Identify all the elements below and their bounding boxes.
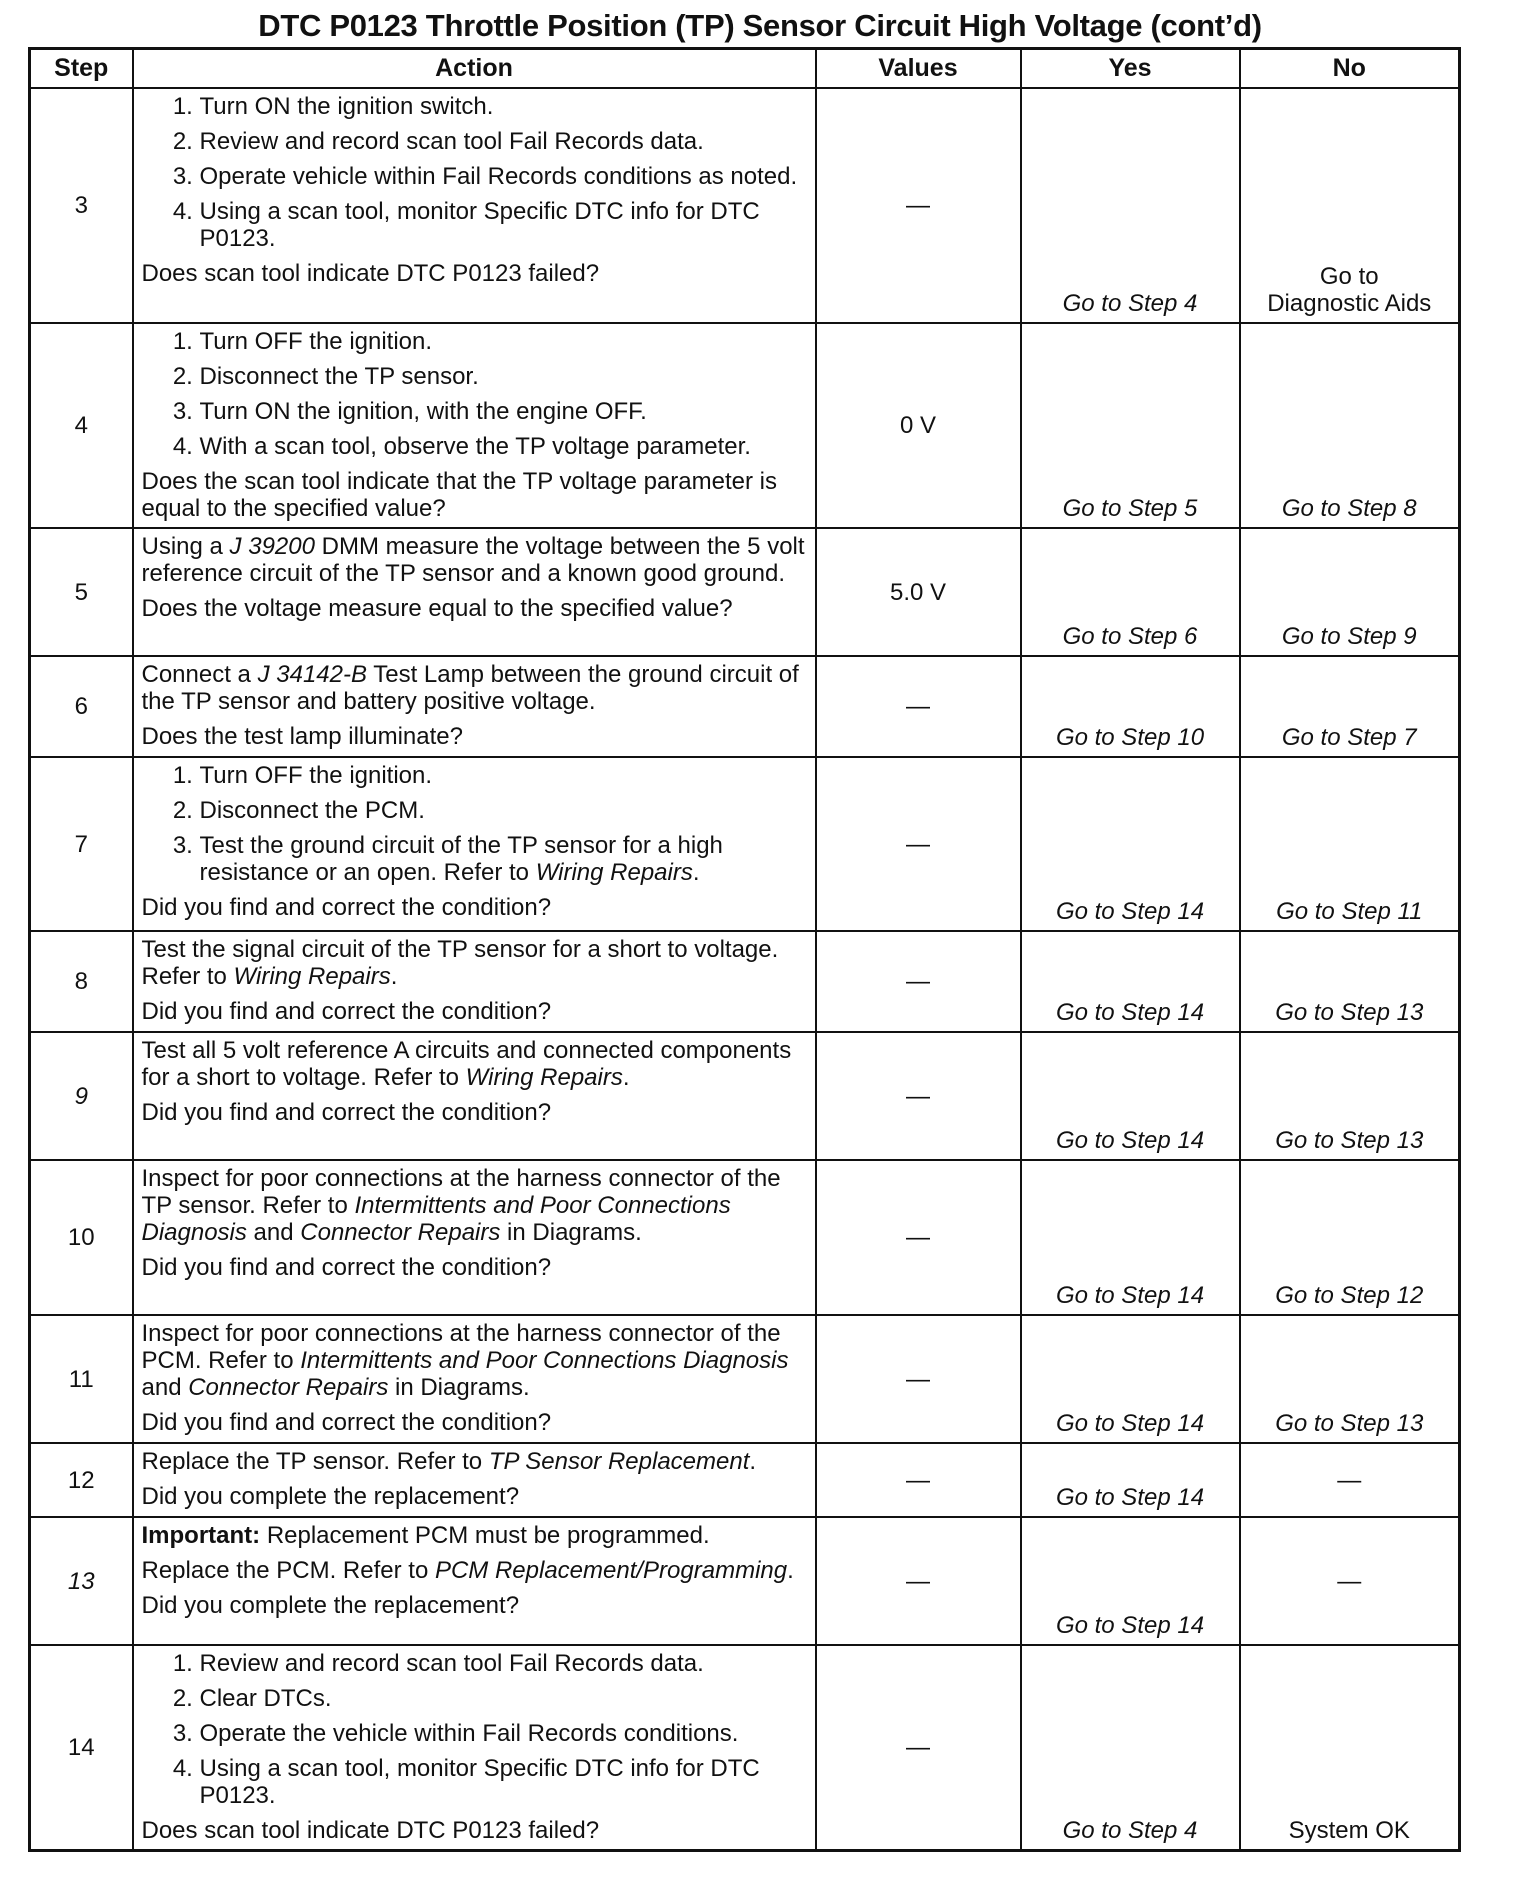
no-cell: System OK bbox=[1240, 1645, 1460, 1850]
step-number: 5 bbox=[30, 528, 133, 656]
yes-cell: Go to Step 14 bbox=[1021, 1315, 1240, 1443]
important-note bbox=[142, 1522, 807, 1549]
header-step: Step bbox=[30, 49, 133, 89]
action-text-part: Inspect for poor connections at the harness connector of the PCM. Refer to bbox=[141, 1320, 781, 1374]
table-row-step-9 bbox=[30, 1032, 1460, 1160]
action-steps-list bbox=[142, 328, 807, 460]
action-text-part: . bbox=[692, 859, 700, 886]
action-step: 3. Operate the vehicle within Fail Records conditions. bbox=[200, 1720, 807, 1747]
no-line-1: Go to bbox=[1319, 263, 1379, 290]
no-cell: Go to Step 13 bbox=[1240, 1032, 1460, 1160]
value-cell: — bbox=[816, 1645, 1021, 1850]
table-row-step-13 bbox=[30, 1517, 1460, 1645]
action-question: Did you find and correct the condition? bbox=[141, 1409, 552, 1436]
action-text-part: . bbox=[749, 1448, 757, 1475]
step-number: 14 bbox=[30, 1645, 133, 1850]
action-question: Did you find and correct the condition? bbox=[141, 1254, 552, 1281]
action-cell bbox=[133, 1645, 816, 1850]
action-step: 1. Turn OFF the ignition. bbox=[200, 328, 807, 355]
action-text bbox=[142, 1165, 807, 1246]
yes-cell: Go to Step 14 bbox=[1021, 757, 1240, 931]
step-number: 4 bbox=[30, 323, 133, 528]
action-question: Did you complete the replacement? bbox=[141, 1592, 520, 1619]
no-cell: — bbox=[1240, 1517, 1460, 1645]
step-number: 10 bbox=[30, 1160, 133, 1315]
yes-cell: Go to Step 14 bbox=[1021, 1032, 1240, 1160]
action-step: 2. Disconnect the PCM. bbox=[200, 797, 807, 824]
action-step: 4. With a scan tool, observe the TP voltage parameter. bbox=[200, 433, 807, 460]
value-cell: — bbox=[816, 656, 1021, 757]
action-cell bbox=[133, 1517, 816, 1645]
table-header-row bbox=[30, 49, 1460, 89]
step-number: 3 bbox=[30, 88, 133, 323]
action-step: 1. Turn OFF the ignition. bbox=[200, 762, 807, 789]
action-text-part: in Diagrams. bbox=[500, 1219, 642, 1246]
reference-link[interactable]: Connector Repairs bbox=[300, 1219, 501, 1246]
value-cell: — bbox=[816, 1315, 1021, 1443]
yes-cell: Go to Step 6 bbox=[1021, 528, 1240, 656]
action-text-part: in Diagrams. bbox=[388, 1374, 530, 1401]
action-text-part: and bbox=[141, 1374, 189, 1401]
action-text bbox=[142, 1320, 807, 1401]
value-cell: — bbox=[816, 88, 1021, 323]
action-text-part: Replace the PCM. Refer to bbox=[141, 1557, 435, 1584]
action-text bbox=[142, 1557, 807, 1584]
important-label: Important: bbox=[141, 1522, 261, 1549]
table-row-step-4 bbox=[30, 323, 1460, 528]
action-step: 2. Review and record scan tool Fail Records data. bbox=[200, 128, 807, 155]
action-text-part: Using a bbox=[141, 533, 230, 560]
reference-link[interactable]: Connector Repairs bbox=[188, 1374, 389, 1401]
table-row-step-14 bbox=[30, 1645, 1460, 1850]
action-text-part: and bbox=[246, 1219, 301, 1246]
action-step: 1. Review and record scan tool Fail Records data. bbox=[200, 1650, 807, 1677]
header-action: Action bbox=[133, 49, 816, 89]
value-cell: — bbox=[816, 757, 1021, 931]
action-text bbox=[142, 533, 807, 587]
action-text-part: . bbox=[390, 963, 398, 990]
action-text bbox=[142, 661, 807, 715]
value-cell: — bbox=[816, 931, 1021, 1032]
page-title: DTC P0123 Throttle Position (TP) Sensor Circuit High Voltage (cont’d) bbox=[258, 8, 1262, 43]
action-text-part: Test the signal circuit of the TP sensor for a short to voltage. Refer to bbox=[141, 936, 779, 990]
value-cell: — bbox=[816, 1443, 1021, 1517]
yes-cell: Go to Step 14 bbox=[1021, 1160, 1240, 1315]
no-cell bbox=[1240, 88, 1460, 323]
action-question: Does the scan tool indicate that the TP voltage parameter is equal to the specified value? bbox=[141, 468, 777, 522]
action-cell bbox=[133, 757, 816, 931]
step-number: 6 bbox=[30, 656, 133, 757]
header-values: Values bbox=[816, 49, 1021, 89]
action-steps-list bbox=[142, 93, 807, 252]
no-cell: Go to Step 13 bbox=[1240, 931, 1460, 1032]
value-cell: — bbox=[816, 1517, 1021, 1645]
no-cell: Go to Step 8 bbox=[1240, 323, 1460, 528]
table-row-step-5 bbox=[30, 528, 1460, 656]
table-row-step-8 bbox=[30, 931, 1460, 1032]
action-question: Did you complete the replacement? bbox=[141, 1483, 520, 1510]
reference-link[interactable]: Intermittents and Poor Connections Diagnosis bbox=[300, 1347, 789, 1374]
yes-cell: Go to Step 14 bbox=[1021, 1517, 1240, 1645]
action-question: Does the test lamp illuminate? bbox=[141, 723, 463, 750]
step-number: 9 bbox=[30, 1032, 133, 1160]
step-number: 11 bbox=[30, 1315, 133, 1443]
action-text-part: Connect a bbox=[141, 661, 258, 688]
no-cell: Go to Step 7 bbox=[1240, 656, 1460, 757]
header-yes: Yes bbox=[1021, 49, 1240, 89]
action-cell bbox=[133, 88, 816, 323]
important-text: Replacement PCM must be programmed. bbox=[260, 1522, 710, 1549]
diagnostic-table bbox=[28, 47, 1461, 1852]
action-step: 3. Operate vehicle within Fail Records conditions as noted. bbox=[200, 163, 807, 190]
step-number: 12 bbox=[30, 1443, 133, 1517]
yes-cell: Go to Step 14 bbox=[1021, 931, 1240, 1032]
table-row-step-7 bbox=[30, 757, 1460, 931]
action-step: 2. Disconnect the TP sensor. bbox=[200, 363, 807, 390]
action-question: Did you find and correct the condition? bbox=[141, 894, 552, 921]
no-cell: Go to Step 9 bbox=[1240, 528, 1460, 656]
action-cell bbox=[133, 656, 816, 757]
table-row-step-12 bbox=[30, 1443, 1460, 1517]
value-cell: — bbox=[816, 1160, 1021, 1315]
action-question: Does the voltage measure equal to the specified value? bbox=[141, 595, 733, 622]
action-question: Does scan tool indicate DTC P0123 failed? bbox=[141, 1817, 600, 1844]
action-steps-list bbox=[142, 762, 807, 886]
action-question: Does scan tool indicate DTC P0123 failed? bbox=[141, 260, 600, 287]
action-text-part: Inspect for poor connections at the harness connector of the TP sensor. Refer to bbox=[141, 1165, 781, 1219]
action-cell bbox=[133, 1160, 816, 1315]
header-no: No bbox=[1240, 49, 1460, 89]
no-cell: Go to Step 12 bbox=[1240, 1160, 1460, 1315]
action-step: 3. Turn ON the ignition, with the engine OFF. bbox=[200, 398, 807, 425]
action-text-part: DMM measure the voltage between the 5 volt reference circuit of the TP sensor and a known good ground. bbox=[141, 533, 805, 587]
table-row-step-10 bbox=[30, 1160, 1460, 1315]
action-text bbox=[142, 1448, 807, 1475]
reference-link[interactable]: Wiring Repairs bbox=[535, 859, 693, 886]
action-text-part: Test Lamp between the ground circuit of the TP sensor and battery positive voltage. bbox=[141, 661, 799, 715]
action-cell bbox=[133, 528, 816, 656]
no-cell: Go to Step 11 bbox=[1240, 757, 1460, 931]
action-cell bbox=[133, 931, 816, 1032]
reference-link[interactable]: PCM Replacement/Programming bbox=[434, 1557, 788, 1584]
action-steps-list bbox=[142, 1650, 807, 1809]
tool-name: J 39200 bbox=[229, 533, 315, 560]
no-cell: — bbox=[1240, 1443, 1460, 1517]
yes-cell: Go to Step 4 bbox=[1021, 88, 1240, 323]
table-row-step-3 bbox=[30, 88, 1460, 323]
reference-link[interactable]: Wiring Repairs bbox=[465, 1064, 623, 1091]
step-number: 8 bbox=[30, 931, 133, 1032]
action-step: 1. Turn ON the ignition switch. bbox=[200, 93, 807, 120]
action-step: 2. Clear DTCs. bbox=[200, 1685, 807, 1712]
yes-cell: Go to Step 5 bbox=[1021, 323, 1240, 528]
action-text-part: Test all 5 volt reference A circuits and connected components for a short to voltage. Refer to bbox=[141, 1037, 792, 1091]
action-step: 4. Using a scan tool, monitor Specific DTC info for DTC P0123. bbox=[200, 1755, 807, 1809]
table-row-step-11 bbox=[30, 1315, 1460, 1443]
step-number: 13 bbox=[30, 1517, 133, 1645]
yes-cell: Go to Step 10 bbox=[1021, 656, 1240, 757]
value-cell: 0 V bbox=[816, 323, 1021, 528]
action-step bbox=[200, 832, 807, 886]
action-step: 4. Using a scan tool, monitor Specific DTC info for DTC P0123. bbox=[200, 198, 807, 252]
action-text-part: . bbox=[787, 1557, 794, 1584]
step-number: 7 bbox=[30, 757, 133, 931]
action-text-part: Replace the TP sensor. Refer to bbox=[141, 1448, 489, 1475]
action-text-part: . bbox=[622, 1064, 630, 1091]
no-line-2: Diagnostic Aids bbox=[1267, 290, 1432, 317]
action-cell bbox=[133, 323, 816, 528]
action-text-part: Test the ground circuit of the TP sensor for a high resistance or an open. Refer to bbox=[199, 832, 723, 886]
value-cell: 5.0 V bbox=[816, 528, 1021, 656]
tool-name: J 34142-B bbox=[257, 661, 367, 688]
yes-cell: Go to Step 4 bbox=[1021, 1645, 1240, 1850]
reference-link[interactable]: Intermittents and Poor Connections Diagnosis bbox=[141, 1192, 731, 1246]
action-cell bbox=[133, 1315, 816, 1443]
no-cell: Go to Step 13 bbox=[1240, 1315, 1460, 1443]
action-cell bbox=[133, 1032, 816, 1160]
action-cell bbox=[133, 1443, 816, 1517]
action-text bbox=[142, 1037, 807, 1091]
reference-link[interactable]: TP Sensor Replacement bbox=[488, 1448, 750, 1475]
yes-cell: Go to Step 14 bbox=[1021, 1443, 1240, 1517]
value-cell: — bbox=[816, 1032, 1021, 1160]
table-row-step-6 bbox=[30, 656, 1460, 757]
action-question: Did you find and correct the condition? bbox=[141, 1099, 552, 1126]
reference-link[interactable]: Wiring Repairs bbox=[233, 963, 391, 990]
action-text bbox=[142, 936, 807, 990]
action-question: Did you find and correct the condition? bbox=[141, 998, 552, 1025]
